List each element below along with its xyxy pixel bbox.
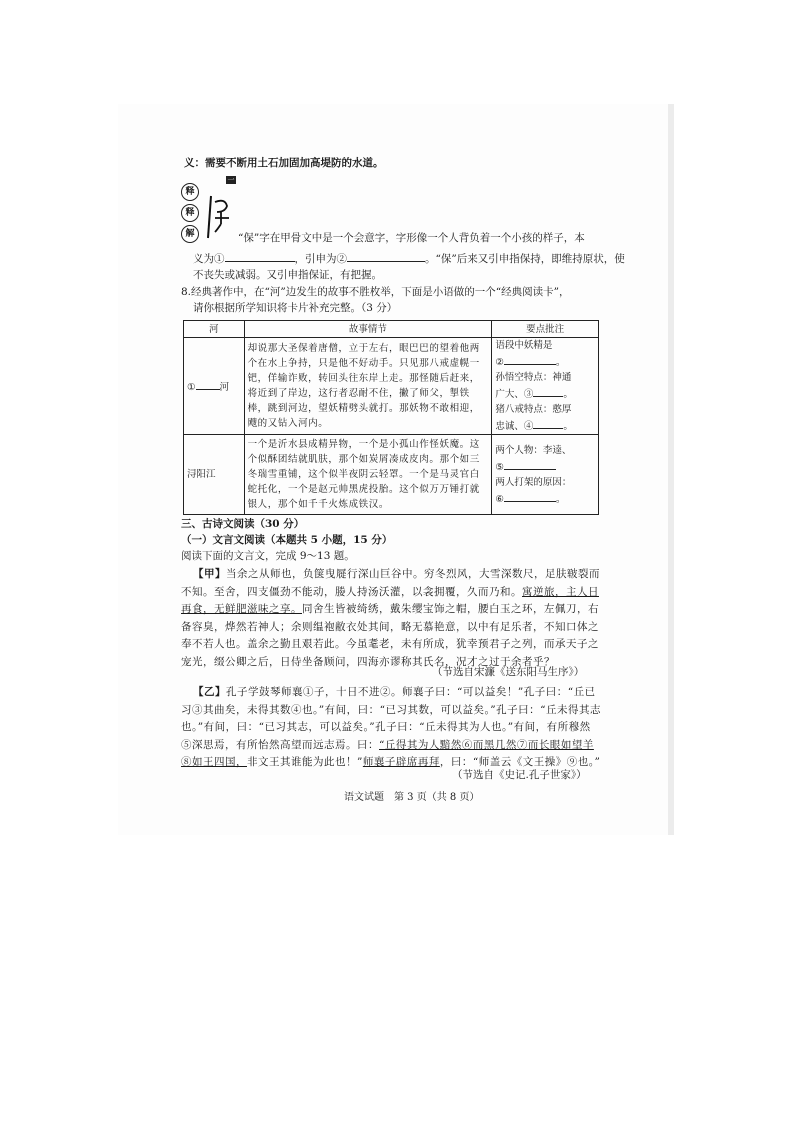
card-row1-story: 却说那大圣保着唐僧，立于左右，眼巴巴的望着他两个在水上争持，只是他不好动手。只见那八戒虚幌一钯，佯输诈败，转回头往东岸上走。那怪随后赶来，将近到了岸边，这行者忍耐不住，撇了师父，掣铁棒，跳到河边，望妖精劈头就打。那妖物不敢相迎，飕的又钻入河内。 <box>244 338 492 435</box>
page-edge-shadow <box>668 104 674 835</box>
answer-blank-2[interactable] <box>504 353 556 365</box>
card-header-story: 故事情节 <box>244 321 492 338</box>
section3-subtitle: （一）文言文阅读（本题共 5 小题，15 分） <box>181 534 393 546</box>
bao-line3: 不丧失或减弱。又引申指保证，有把握。 <box>193 269 382 281</box>
answer-blank-2[interactable] <box>347 250 425 262</box>
q8-line1: 8.经典著作中，在“河”边发生的故事不胜枚举，下面是小语做的一个“经典阅读卡”， <box>181 286 570 298</box>
jia-source: （节选自宋濂《送东阳马生序》） <box>432 666 585 678</box>
seal-stamp: 释 <box>181 183 199 201</box>
answer-blank-river[interactable] <box>196 378 220 390</box>
card-header-notes: 要点批注 <box>492 321 599 338</box>
passage-yi: 【乙】孔子学鼓琴师襄①子，十日不进②。师襄子曰：“可以益矣！”孔子曰：“丘已习③其曲矣，未得其数④也。”有间，曰：“已习其数，可以益矣。”孔子曰：“丘未得其志也。”有间，曰：“已习其志，可以益矣。”孔子曰：“丘未得其为人也。”有间，有所穆然⑤深思焉，有所怡然高望而远志焉。曰：“丘得其为人黯然⑥而黑几然⑦而长眼如望羊⑧如王四国，非文王其谁能为此也！”师襄子辟席再拜，曰：“师盖云《文王操》⑨也。” <box>181 686 601 769</box>
card-row1-notes: 语段中妖精是 ② 。 孙悟空特点：神通 广大、③ 。 猪八戒特点：憨厚 忠诚、④ 。 <box>492 338 599 435</box>
underlined-sentence: 寓逆旅，主人日再食，无鲜肥滋味之享。 <box>181 585 599 616</box>
passage-jia: 【甲】当余之从师也，负箧曳屣行深山巨谷中。穷冬烈风，大雪深数尺，足肤皲裂而不知。至舍，四支僵劲不能动，媵人持汤沃灌，以衾拥覆，久而乃和。寓逆旅，主人日再食，无鲜肥滋味之享。同舍生皆被绮绣，戴朱缨宝饰之帽，腰白玉之环，左佩刀，右备容臭，烨然若神人；余则缊袍敝衣处其间，略无慕艳意，以中有足乐者，不知口体之奉不若人也。盖余之勤且艰若此。今虽耄老，未有所成，犹幸预君子之列，而承天子之宠光，缀公卿之后，日侍坐备顾问，四海亦谬称其氏名，况才之过于余者乎？ <box>181 568 600 668</box>
card-row2-river: 浔阳江 <box>184 435 245 515</box>
answer-blank-1[interactable] <box>225 250 295 262</box>
section3-instruction: 阅读下面的文言文，完成 9～13 题。 <box>181 550 355 562</box>
seal-stamp: 解 <box>181 225 199 243</box>
top-line: 义：需要不断用土石加固加高堤防的水道。 <box>184 157 384 169</box>
bao-line1: “保”字在甲骨文中是一个会意字，字形像一个人背负着一个小孩的样子，本 <box>238 232 585 244</box>
section3-title: 三、古诗文阅读（30 分） <box>181 518 305 530</box>
glyph-badge: 一 <box>227 176 235 184</box>
seal-stamp: 释 <box>181 204 199 222</box>
yi-source: （节选自《史记.孔子世家》） <box>452 769 587 781</box>
answer-blank-5[interactable] <box>504 458 556 470</box>
underlined-sentence: “丘得其为人黯然⑥而黑几然⑦而长眼如望羊⑧如王四国， <box>181 738 594 769</box>
page-footer: 语文试题 第 3 页（共 8 页） <box>344 792 480 803</box>
card-row2-story: 一个是沂水县成精异物，一个是小孤山作怪妖魔。这个似酥团结就肌肤，那个如炭屑凑成皮肉。那个如三冬瑞雪重铺，这个似半夜阴云轻罩。一个是马灵官白蛇托化，一个是赵元帅黑虎投胎。这个似万万锤打就银人，那个如千千火炼成铁汉。 <box>244 435 492 515</box>
oracle-bao-glyph-icon <box>203 192 233 242</box>
answer-blank-4[interactable] <box>533 417 563 429</box>
bao-line2: 义为① ，引申为② 。“保”后来又引申指保持，即维持原状，使 <box>193 250 625 267</box>
card-header-river: 河 <box>184 321 245 338</box>
reading-card-table <box>183 320 599 515</box>
answer-blank-3[interactable] <box>533 385 563 397</box>
q8-line2: 请你根据所学知识将卡片补充完整。（3 分） <box>193 302 398 314</box>
answer-blank-6[interactable] <box>504 490 556 502</box>
card-row1-river: ① 河 <box>184 338 245 435</box>
card-row2-notes: 两个人物：李逵、 ⑤ 两人打架的原因： ⑥ 。 <box>492 435 599 515</box>
underlined-phrase: 师襄子辟席再拜 <box>362 756 440 769</box>
